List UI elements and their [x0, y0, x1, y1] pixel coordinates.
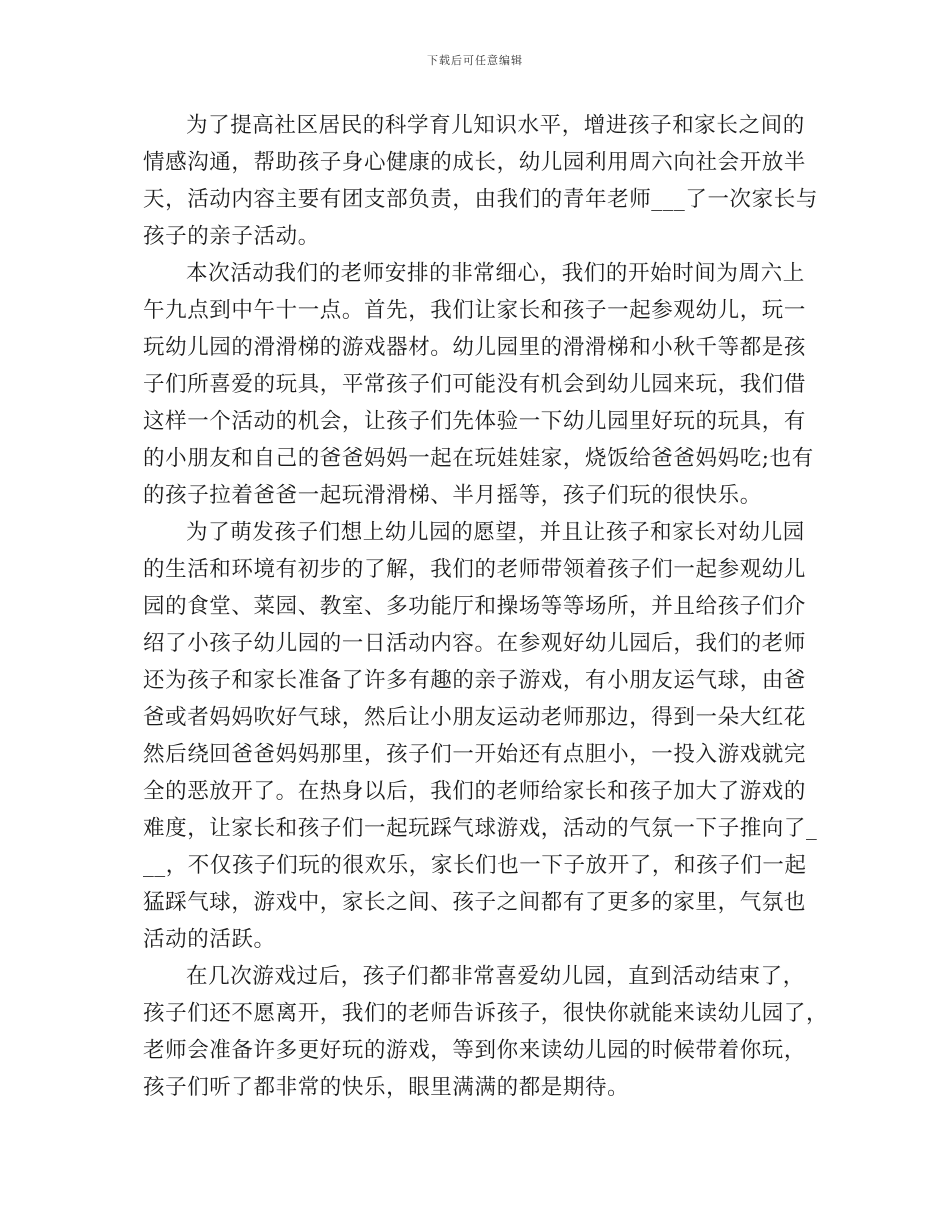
paragraph-3-line-11: 猛踩气球，游戏中，家长之间、孩子之间都有了更多的家里，气氛也 [143, 890, 807, 915]
paragraph-3-line-1: 为了萌发孩子们想上幼儿园的愿望，并且让孩子和家长对幼儿园 [186, 520, 805, 545]
paragraph-3-line-2: 的生活和环境有初步的了解，我们的老师带领着孩子们一起参观幼儿 [143, 557, 807, 582]
paragraph-4-line-3: 老师会准备许多更好玩的游戏，等到你来读幼儿园的时候带着你玩， [143, 1038, 807, 1063]
paragraph-3-line-4: 绍了小孩子幼儿园的一日活动内容。在参观好幼儿园后，我们的老师 [143, 631, 807, 656]
paragraph-1-line-2: 情感沟通，帮助孩子身心健康的成长，幼儿园利用周六向社会开放半 [143, 150, 807, 175]
paragraph-3-line-6: 爸或者妈妈吹好气球，然后让小朋友运动老师那边，得到一朵大红花 [143, 705, 807, 730]
paragraph-1-line-1: 为了提高社区居民的科学育儿知识水平，增进孩子和家长之间的 [186, 113, 805, 138]
paragraph-3-line-12: 活动的活跃。 [143, 927, 276, 952]
paragraph-2-line-2: 午九点到中午十一点。首先，我们让家长和孩子一起参观幼儿，玩一 [143, 298, 807, 323]
paragraph-2-line-6: 的小朋友和自己的爸爸妈妈一起在玩娃娃家，烧饭给爸爸妈妈吃;也有 [143, 446, 814, 471]
paragraph-3-line-3: 园的食堂、菜园、教室、多功能厅和操场等等场所，并且给孩子们介 [143, 594, 807, 619]
header-note: 下载后可任意编辑 [427, 54, 523, 67]
paragraph-1-line-3: 天，活动内容主要有团支部负责，由我们的青年老师___了一次家长与 [143, 187, 818, 212]
paragraph-3-line-9: 难度，让家长和孩子们一起玩踩气球游戏，活动的气氛一下子推向了_ [143, 816, 818, 841]
paragraph-4-line-1: 在几次游戏过后，孩子们都非常喜爱幼儿园，直到活动结束了， [186, 964, 805, 989]
paragraph-1-line-4: 孩子的亲子活动。 [143, 224, 320, 249]
paragraph-4-line-2: 孩子们还不愿离开，我们的老师告诉孩子，很快你就能来读幼儿园了， [143, 1001, 829, 1026]
paragraph-2-line-5: 这样一个活动的机会，让孩子们先体验一下幼儿园里好玩的玩具，有 [143, 409, 807, 434]
paragraph-3-line-10: __，不仅孩子们玩的很欢乐，家长们也一下子放开了，和孩子们一起 [143, 853, 807, 878]
paragraph-4-line-4: 孩子们听了都非常的快乐，眼里满满的都是期待。 [143, 1075, 630, 1100]
paragraph-3-line-7: 然后绕回爸爸妈妈那里，孩子们一开始还有点胆小，一投入游戏就完 [143, 742, 807, 767]
paragraph-2-line-1: 本次活动我们的老师安排的非常细心，我们的开始时间为周六上 [186, 261, 805, 286]
paragraph-2-line-3: 玩幼儿园的滑滑梯的游戏器材。幼儿园里的滑滑梯和小秋千等都是孩 [143, 335, 807, 360]
paragraph-2-line-7: 的孩子拉着爸爸一起玩滑滑梯、半月摇等，孩子们玩的很快乐。 [143, 483, 762, 508]
paragraph-2-line-4: 子们所喜爱的玩具，平常孩子们可能没有机会到幼儿园来玩，我们借 [143, 372, 807, 397]
paragraph-3-line-5: 还为孩子和家长准备了许多有趣的亲子游戏，有小朋友运气球，由爸 [143, 668, 807, 693]
paragraph-3-line-8: 全的恶放开了。在热身以后，我们的老师给家长和孩子加大了游戏的 [143, 779, 807, 804]
